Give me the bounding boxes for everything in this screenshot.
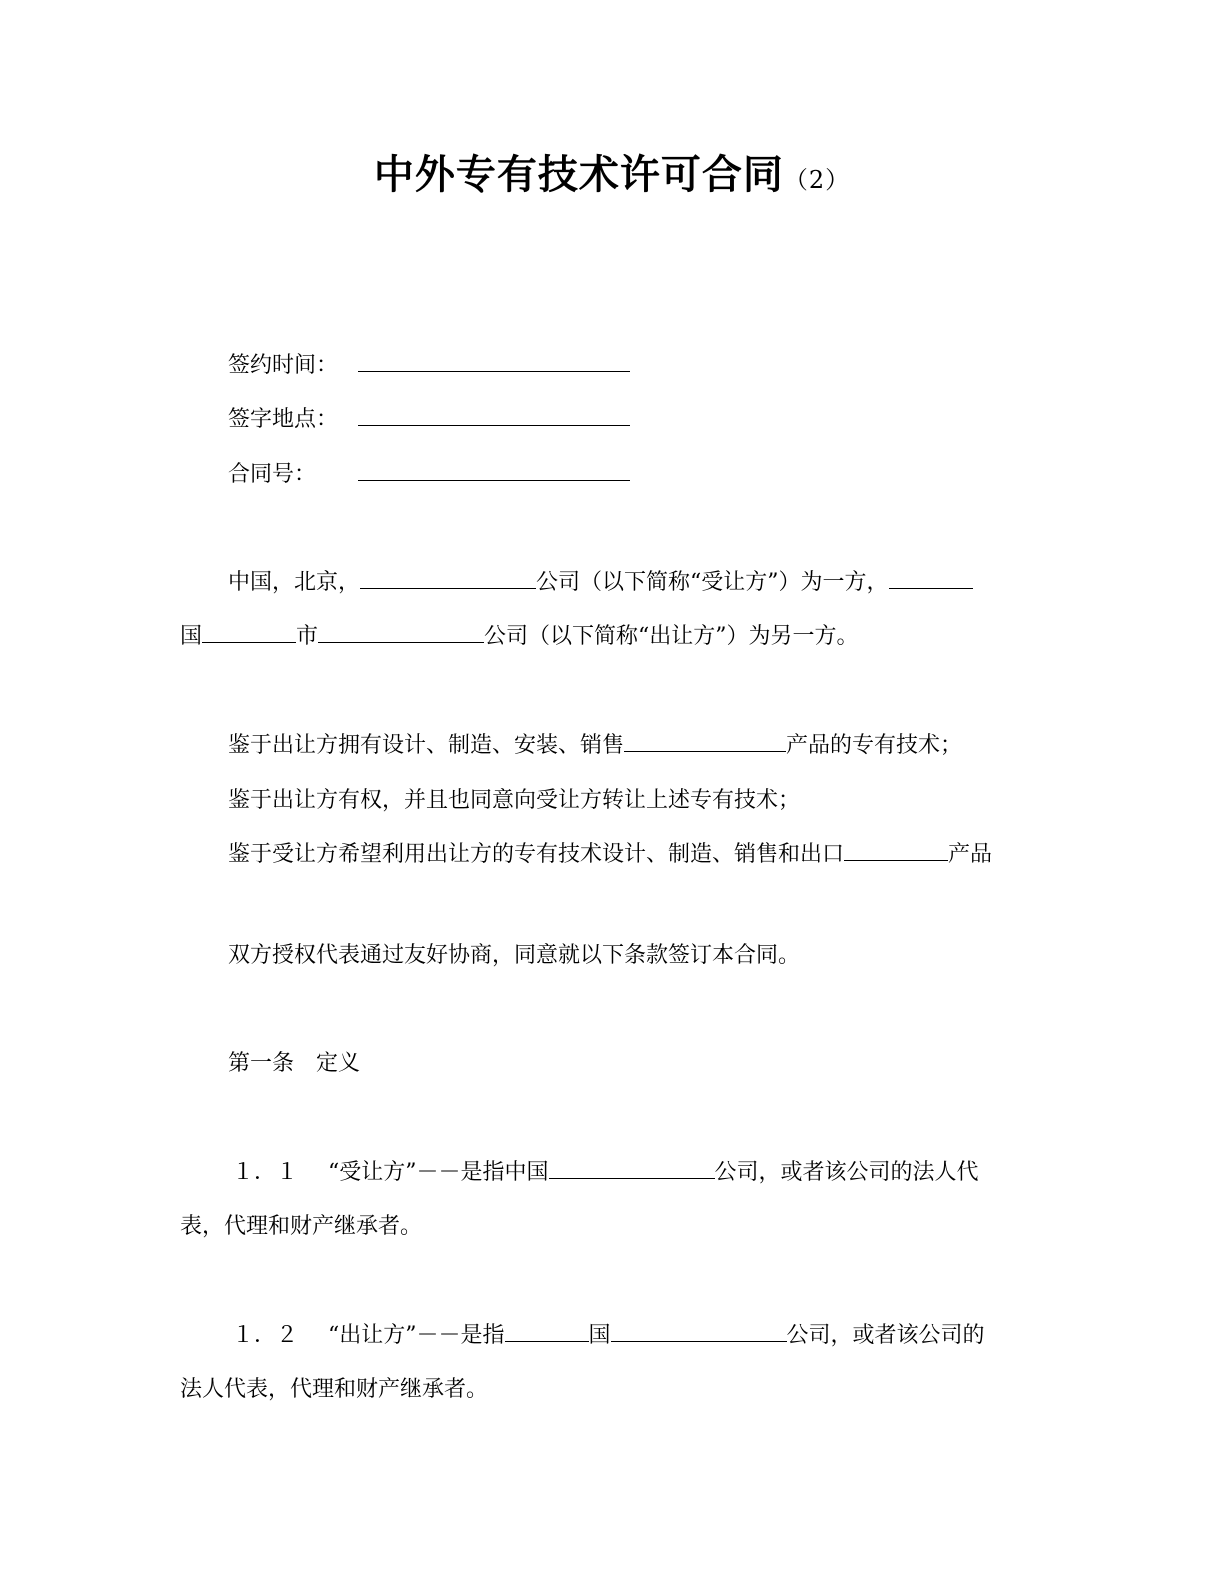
clause-1-2-text-b: 国 bbox=[588, 1323, 611, 1348]
product-blank-2[interactable] bbox=[844, 840, 948, 861]
transferor-company-blank[interactable] bbox=[318, 622, 484, 643]
parties-text-2a: 国 bbox=[180, 624, 203, 649]
parties-text-1a: 中国，北京， bbox=[228, 570, 361, 595]
clause-1-1-text-b: 公司，或者该公司的法人代 bbox=[714, 1160, 979, 1185]
transferee-china-company-blank[interactable] bbox=[549, 1158, 715, 1179]
transferor-country-blank[interactable] bbox=[889, 568, 973, 589]
clause-1-1-text-a: “受让方”－－是指中国 bbox=[328, 1160, 549, 1185]
parties-text-1b: 公司（以下简称“受让方”）为一方， bbox=[536, 570, 889, 595]
title-suffix: （2） bbox=[783, 166, 851, 194]
whereas-2 bbox=[228, 786, 800, 816]
transferor-country-blank-3[interactable] bbox=[505, 1321, 589, 1342]
whereas-2-text: 鉴于出让方有权，并且也同意向受让方转让上述专有技术； bbox=[228, 788, 801, 813]
whereas-1 bbox=[228, 731, 962, 761]
parties-text-2b: 市 bbox=[296, 624, 319, 649]
whereas-3a: 鉴于受让方希望利用出让方的专有技术设计、制造、销售和出口 bbox=[228, 842, 845, 867]
transferor-company-blank-2[interactable] bbox=[611, 1321, 787, 1342]
clause-1-2-text-c: 公司，或者该公司的 bbox=[786, 1323, 985, 1348]
article-1-heading bbox=[228, 1049, 360, 1079]
parties-line-2 bbox=[180, 622, 859, 652]
clause-1-2-line-1 bbox=[232, 1321, 985, 1351]
whereas-3b: 产品 bbox=[948, 842, 993, 867]
clause-1-2-text-d: 法人代表，代理和财产继承者。 bbox=[180, 1377, 489, 1402]
contract-number-row bbox=[228, 460, 630, 490]
product-blank-1[interactable] bbox=[624, 731, 786, 752]
whereas-3 bbox=[228, 840, 992, 870]
clause-1-1-text-c: 表，代理和财产继承者。 bbox=[180, 1214, 423, 1239]
agreement-statement bbox=[228, 941, 800, 971]
signing-place-label: 签字地点： bbox=[228, 407, 339, 432]
whereas-1b: 产品的专有技术； bbox=[786, 733, 963, 758]
transferee-company-blank[interactable] bbox=[360, 568, 536, 589]
signing-time-row bbox=[228, 351, 630, 381]
signing-time-blank[interactable] bbox=[358, 351, 630, 372]
clause-1-1-line-1 bbox=[232, 1158, 979, 1188]
signing-time-label: 签约时间： bbox=[228, 353, 339, 378]
parties-text-2c: 公司（以下简称“出让方”）为另一方。 bbox=[484, 624, 859, 649]
contract-number-label: 合同号： bbox=[228, 462, 317, 487]
clause-1-1-line-2 bbox=[180, 1212, 422, 1242]
contract-number-blank[interactable] bbox=[358, 460, 630, 481]
signing-place-row bbox=[228, 405, 630, 435]
article-1-title: 第一条 定义 bbox=[228, 1051, 361, 1076]
parties-line-1 bbox=[228, 568, 973, 598]
clause-1-2-number: １．２ bbox=[232, 1323, 299, 1348]
transferor-country-blank-2[interactable] bbox=[202, 622, 296, 643]
signing-place-blank[interactable] bbox=[358, 405, 630, 426]
clause-1-2-text-a: “出让方”－－是指 bbox=[328, 1323, 505, 1348]
clause-1-1-number: １．１ bbox=[232, 1160, 299, 1185]
agreement-text: 双方授权代表通过友好协商，同意就以下条款签订本合同。 bbox=[228, 943, 801, 968]
document-title bbox=[0, 143, 1224, 200]
clause-1-2-line-2 bbox=[180, 1375, 488, 1405]
whereas-1a: 鉴于出让方拥有设计、制造、安装、销售 bbox=[228, 733, 625, 758]
title-main: 中外专有技术许可合同 bbox=[373, 151, 784, 198]
